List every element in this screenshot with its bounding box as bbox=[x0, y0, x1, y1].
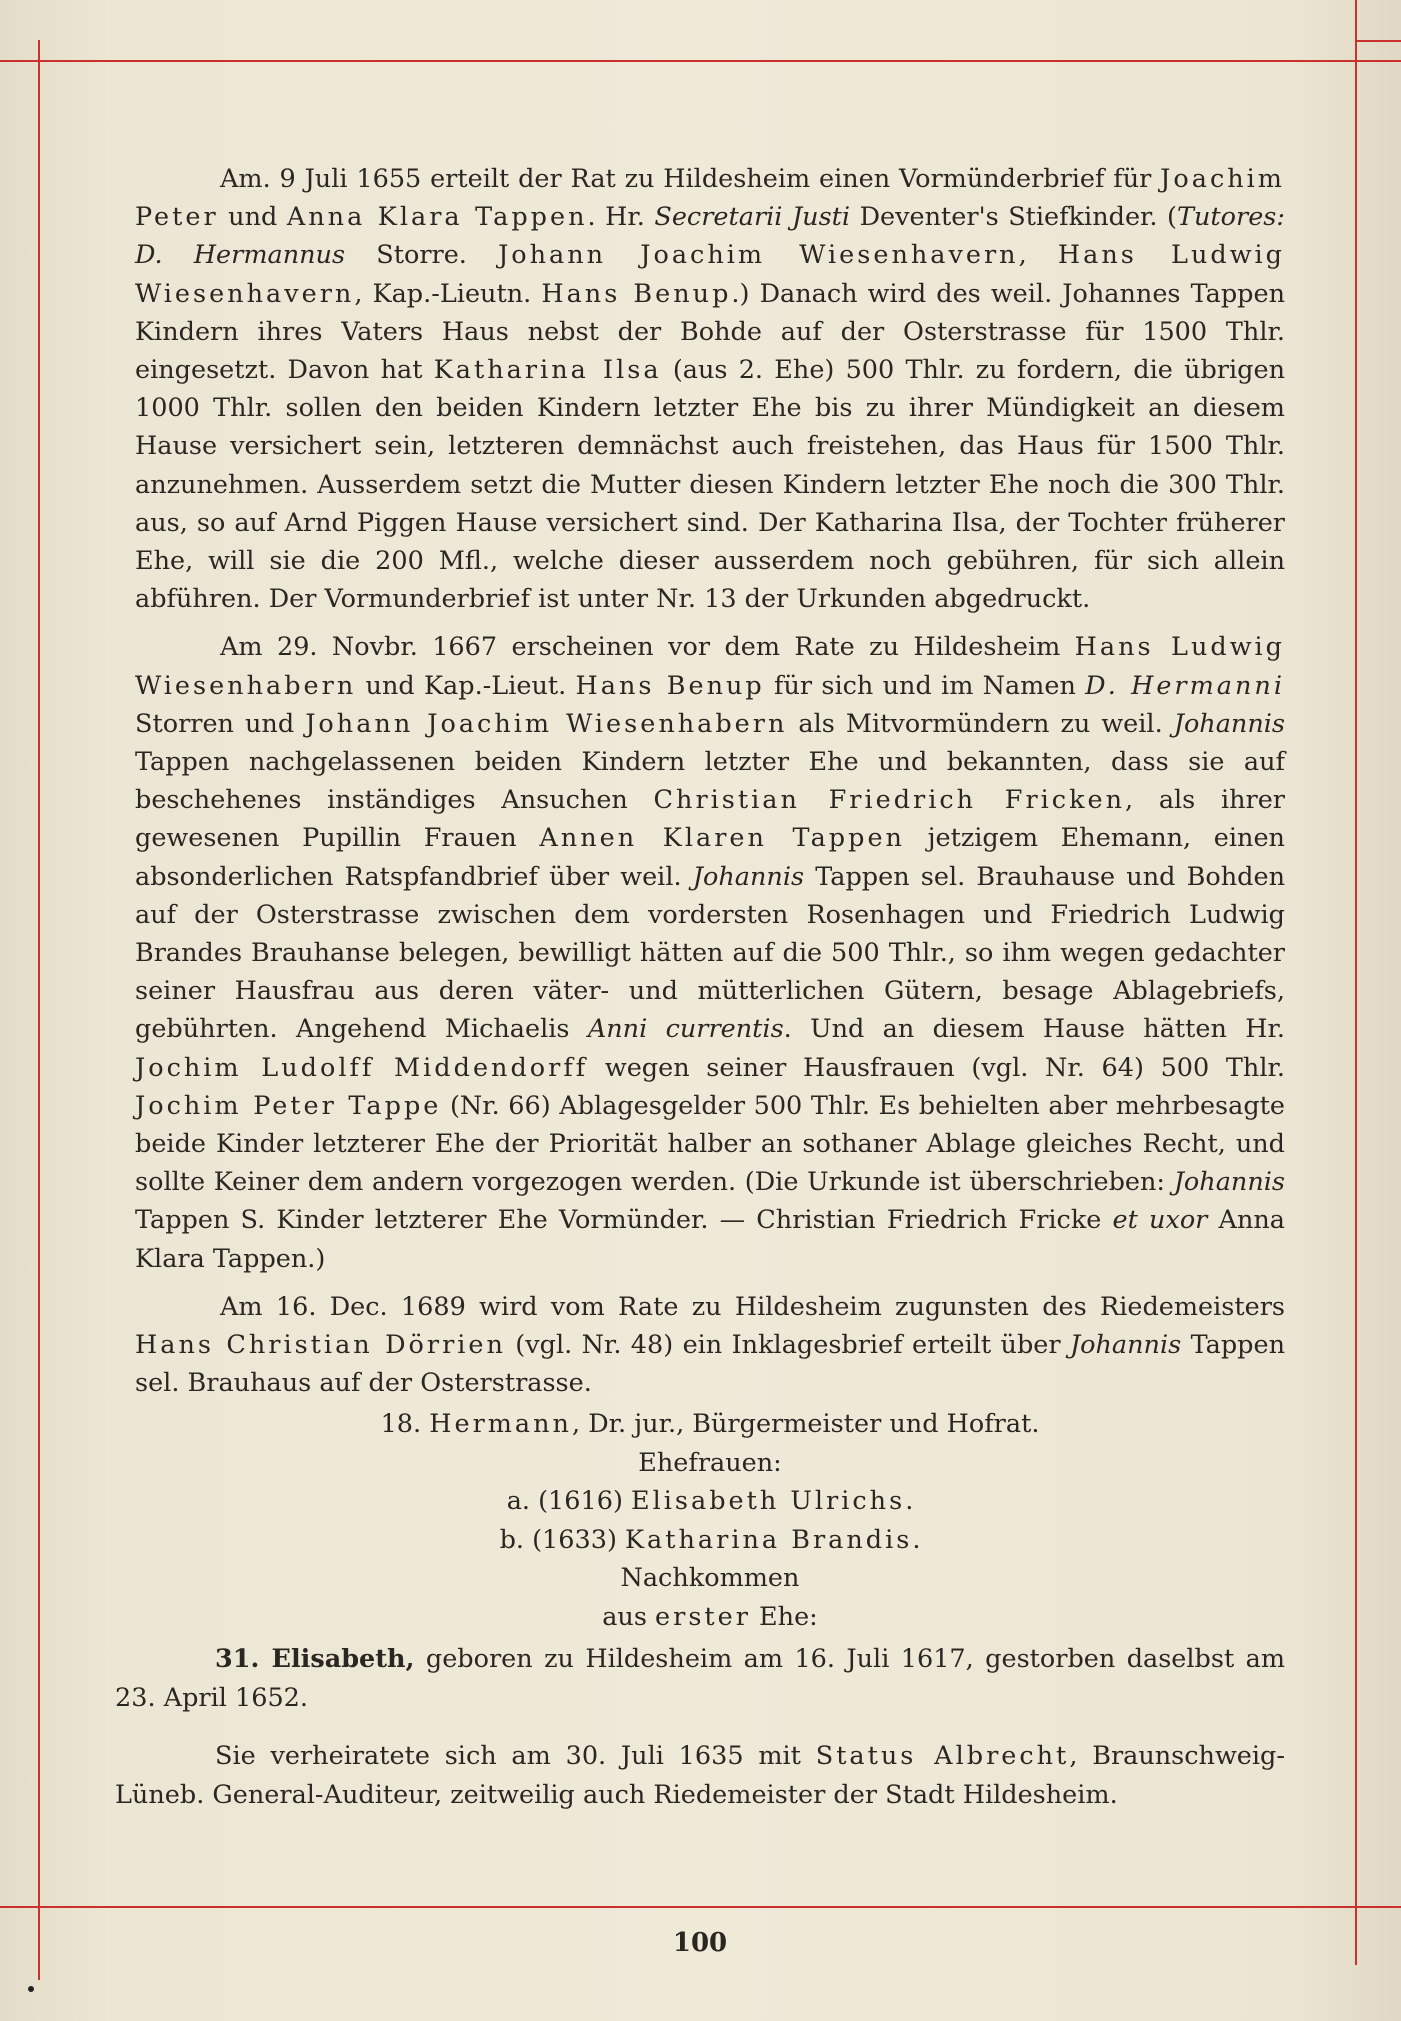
text-run: Storre. bbox=[345, 240, 499, 271]
text-run: Deventer's Stiefkinder. ( bbox=[850, 202, 1177, 233]
text-run: (aus 2. Ehe) 500 Thlr. zu fordern, die übrigen 1000 Thlr. sollen den beiden Kindern letzter Ehe bis zu ihrer Mündigkeit an diesem Hause versichert sein, letzteren demnächst auch freistehen, das Haus für 1500 Thlr. anzunehmen. Ausserdem setzt die Mutter diesen Kindern letzter Ehe noch die 300 Thlr. aus, so auf Arnd Piggen Hause versichert sind. Der Katharina Ilsa, der Tochter früherer Ehe, will sie die 200 Mfl., welche dieser ausserdem noch gebühren, für sich allein abführen. Der Vormunderbrief ist unter Nr. 13 der Urkunden abgedruckt. bbox=[135, 355, 1285, 615]
text-run: Am 16. Dec. 1689 wird vom Rate zu Hildesheim zugunsten des Riedemeisters bbox=[220, 1291, 1285, 1322]
latin-term: Tutores: D. Hermannus bbox=[135, 202, 1285, 271]
child-birth bbox=[115, 1640, 1285, 1717]
text-run: Tappen S. Kinder letzterer Ehe Vormünder. — Christian Friedrich Fricke bbox=[135, 1205, 1113, 1236]
latin-term: Johannis bbox=[692, 861, 805, 892]
text-run: wegen seiner Hausfrauen (vgl. Nr. 64) 500 Thlr. bbox=[588, 1052, 1286, 1083]
person-name: Katharina Ilsa bbox=[433, 355, 662, 386]
text-run: Ehe: bbox=[750, 1601, 818, 1632]
person-name: Elisabeth Ulrichs bbox=[631, 1486, 906, 1516]
wife-a bbox=[135, 1482, 1285, 1521]
text-run: , Braunschweig-Lüneb. General-Auditeur, zeitweilig auch Riedemeister der Stadt Hildesheim. bbox=[115, 1741, 1285, 1810]
text-run: (Nr. 66) Ablagesgelder 500 Thlr. Es behielten aber mehrbesagte beide Kinder letzterer Ehe der Priorität halber an sothaner Ablage gleiches Recht, und sollte Keiner dem andern vorgezogen werden. (Die Urkunde ist überschrieben: bbox=[135, 1090, 1285, 1198]
text-run: . bbox=[912, 1524, 921, 1555]
text-run: (vgl. Nr. 48) ein Inklagesbrief erteilt über bbox=[505, 1330, 1070, 1361]
text-run: als Mitvormündern zu weil. bbox=[787, 708, 1174, 739]
descendants-label: Nachkommen bbox=[620, 1563, 800, 1593]
person-name: Jochim Peter Tappe bbox=[135, 1090, 442, 1121]
text-run: aus bbox=[602, 1601, 656, 1632]
latin-term: Johannis bbox=[1069, 1330, 1182, 1361]
person-name: Hans Ludwig Wiesenhabern bbox=[135, 632, 1285, 701]
person-name: Christian Friedrich Fricken bbox=[653, 785, 1126, 816]
child-entry bbox=[115, 1640, 1285, 1834]
latin-term: Johannis bbox=[1173, 708, 1286, 739]
child-name: 31. Elisabeth, bbox=[215, 1644, 415, 1674]
person-name: Hans Benup bbox=[541, 278, 732, 309]
body-text bbox=[135, 160, 1285, 1413]
text-run: . bbox=[905, 1486, 914, 1516]
first-marriage-label bbox=[135, 1598, 1285, 1637]
paragraph-1689 bbox=[135, 1288, 1285, 1403]
paragraph-1667 bbox=[135, 628, 1285, 1277]
ink-dot bbox=[28, 1986, 34, 1992]
latin-term: et uxor bbox=[1112, 1205, 1208, 1236]
text-run: , als ihrer gewesenen Pupillin Frauen bbox=[135, 785, 1285, 854]
person-name: Anna Klara Tappen bbox=[286, 202, 588, 233]
text-run: geboren zu Hildesheim am 16. Juli 1617, gestorben daselbst am 23. April 1652. bbox=[115, 1644, 1285, 1713]
person-name: Katharina Brandis bbox=[625, 1524, 913, 1555]
latin-term: Johannis bbox=[1173, 1167, 1285, 1198]
top-rule-stub bbox=[1355, 40, 1401, 42]
text-run: b. (1633) bbox=[499, 1524, 625, 1555]
bottom-rule bbox=[0, 1906, 1401, 1908]
person-name: Joachim Peter bbox=[135, 164, 1285, 233]
top-rule bbox=[0, 60, 1401, 62]
text-run: , bbox=[1018, 240, 1058, 271]
text-run: , Dr. jur., Bürgermeister und Hofrat. bbox=[571, 1409, 1040, 1439]
text-run: , Kap.-Lieutn. bbox=[354, 278, 542, 309]
right-rule bbox=[1355, 0, 1357, 1965]
person-name: Annen Klaren Tappen bbox=[539, 823, 905, 854]
latin-term: Secretarii Justi bbox=[654, 202, 851, 233]
text-run: für sich und im Namen bbox=[764, 670, 1086, 701]
wife-b bbox=[135, 1521, 1285, 1560]
text-run: Tappen nachgelassenen beiden Kindern letzter Ehe und bekannten, dass sie auf beschehenes inständiges Ansuchen bbox=[135, 747, 1285, 816]
text-run: Tappen sel. Brauhause und Bohden auf der Osterstrasse zwischen dem vordersten Rosenhagen und Friedrich Ludwig Brandes Brauhanse belegen, bewilligt hätten auf die 500 Thlr., so ihm wegen gedachter seiner Hausfrau aus deren väter- und mütterlichen Gütern, besage Ablagebriefs, gebührten. Angehend Michaelis bbox=[135, 861, 1285, 1045]
wives-label: Ehefrauen: bbox=[638, 1447, 782, 1478]
text-run: Am 29. Novbr. 1667 erscheinen vor dem Rate zu Hildesheim bbox=[220, 632, 1075, 663]
emphasis: erster bbox=[655, 1601, 751, 1632]
person-name: Jochim Ludolff Middendorff bbox=[135, 1052, 589, 1083]
person-name: Hans Benup bbox=[575, 670, 765, 701]
person-name: Hermann bbox=[429, 1409, 572, 1439]
genealogy-entry bbox=[135, 1405, 1285, 1636]
text-run: Sie verheiratete sich am 30. Juli 1635 mit bbox=[215, 1741, 816, 1771]
latin-term: Anni currentis bbox=[587, 1014, 784, 1045]
latin-term: D. Hermanni bbox=[1085, 670, 1285, 701]
left-rule bbox=[38, 40, 40, 1980]
page-number: 100 bbox=[672, 1928, 728, 1958]
paragraph-1655 bbox=[135, 160, 1285, 618]
text-run: und bbox=[218, 202, 287, 233]
text-run: jetzigem Ehemann, einen absonderlichen Ratspfandbrief über weil. bbox=[135, 823, 1285, 892]
person-name: Johann Joachim Wiesenhabern bbox=[305, 708, 788, 739]
text-run: a. (1616) bbox=[506, 1486, 631, 1516]
text-run: Anna Klara Tappen.) bbox=[135, 1205, 1285, 1274]
child-marriage bbox=[115, 1737, 1285, 1814]
person-name: Hans Christian Dörrien bbox=[135, 1330, 506, 1361]
person-name: Hans Ludwig Wiesenhavern bbox=[135, 240, 1285, 309]
person-name: Johann Joachim Wiesenhavern bbox=[498, 240, 1019, 271]
text-run: Am. 9 Juli 1655 erteilt der Rat zu Hildesheim einen Vormünderbrief für bbox=[220, 164, 1161, 194]
text-run: . Und an diesem Hause hätten Hr. bbox=[783, 1014, 1285, 1045]
text-run: 18. bbox=[380, 1409, 430, 1439]
person-name: Status Albrecht bbox=[815, 1741, 1070, 1771]
text-run: Storren und bbox=[135, 708, 306, 739]
text-run: . Hr. bbox=[587, 202, 655, 233]
text-run: Tappen sel. Brauhaus auf der Osterstrasse. bbox=[135, 1330, 1285, 1399]
entry-heading bbox=[135, 1405, 1285, 1444]
text-run: .) Danach wird des weil. Johannes Tappen Kindern ihres Vaters Haus nebst der Bohde auf der Osterstrasse für 1500 Thlr. eingesetzt. Davon hat bbox=[135, 278, 1285, 386]
text-run: und Kap.-Lieut. bbox=[356, 670, 576, 701]
